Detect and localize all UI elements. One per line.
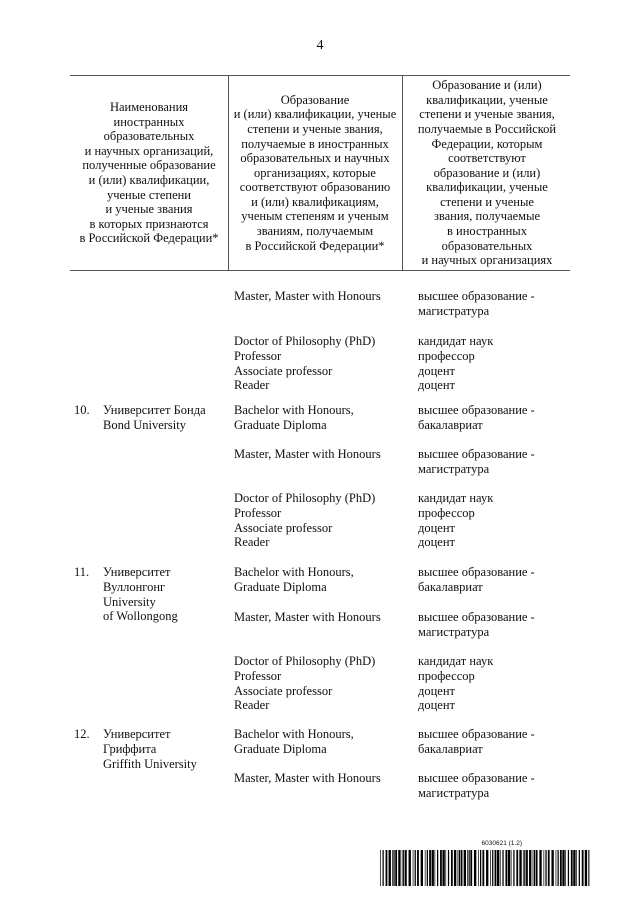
table-header-bottom-rule (70, 270, 570, 271)
foreign-qualification: Bachelor with Honours, Graduate Diploma (234, 565, 354, 594)
foreign-qualification: Doctor of Philosophy (PhD) Professor Associate professor Reader (234, 654, 376, 713)
russian-equivalent: кандидат наук профессор доцент доцент (418, 491, 494, 550)
university-name: Университет Бонда Bond University (103, 403, 206, 432)
russian-equivalent: высшее образование - магистратура (418, 610, 535, 639)
university-name: Университет Вуллонгонг University of Wollongong (103, 565, 178, 624)
column-divider-1 (228, 75, 229, 270)
column-divider-2 (402, 75, 403, 270)
russian-equivalent: кандидат наук профессор доцент доцент (418, 654, 494, 713)
foreign-qualification: Master, Master with Honours (234, 771, 381, 785)
row-number: 10. (74, 403, 90, 417)
foreign-qualification: Doctor of Philosophy (PhD) Professor Associate professor Reader (234, 334, 376, 393)
russian-equivalent: высшее образование - магистратура (418, 771, 535, 800)
russian-equivalent: высшее образование - магистратура (418, 447, 535, 476)
row-number: 11. (74, 565, 90, 579)
header-col-foreign-qualifications: Образование и (или) квалификации, ученые степени и ученые звания, получаемые в иностранных образовательных и научных организациях, которые соответствуют образованию и (или) квалификациям, ученым степеням и ученым званиям, получаемым в Российской Федерации* (233, 92, 397, 253)
foreign-qualification: Master, Master with Honours (234, 447, 381, 461)
header-col-organizations: Наименования иностранных образовательных и научных организаций, полученные образование и (или) квалификации, ученые степени и ученые звания в которых признаются в Российской Федерации* (79, 100, 219, 246)
row-number: 12. (74, 727, 90, 741)
barcode-code: 6030621 (1.2) (481, 840, 522, 847)
foreign-qualification: Master, Master with Honours (234, 610, 381, 624)
header-col-russian-equivalents: Образование и (или) квалификации, ученые степени и ученые звания, получаемые в Российской Федерации, которым соответствуют образование и (или) квалификации, ученые степени и ученые звания, получаемые в иностранных образовательных и научных организациях (417, 78, 557, 268)
russian-equivalent: высшее образование - магистратура (418, 289, 535, 318)
foreign-qualification: Bachelor with Honours, Graduate Diploma (234, 727, 354, 756)
barcode-icon (380, 850, 590, 886)
university-name: Университет Гриффита Griffith University (103, 727, 197, 771)
page-number: 4 (316, 38, 324, 53)
foreign-qualification: Master, Master with Honours (234, 289, 381, 303)
russian-equivalent: высшее образование - бакалавриат (418, 403, 535, 432)
russian-equivalent: высшее образование - бакалавриат (418, 565, 535, 594)
foreign-qualification: Bachelor with Honours, Graduate Diploma (234, 403, 354, 432)
russian-equivalent: кандидат наук профессор доцент доцент (418, 334, 494, 393)
barcode-block (380, 840, 590, 890)
russian-equivalent: высшее образование - бакалавриат (418, 727, 535, 756)
foreign-qualification: Doctor of Philosophy (PhD) Professor Associate professor Reader (234, 491, 376, 550)
